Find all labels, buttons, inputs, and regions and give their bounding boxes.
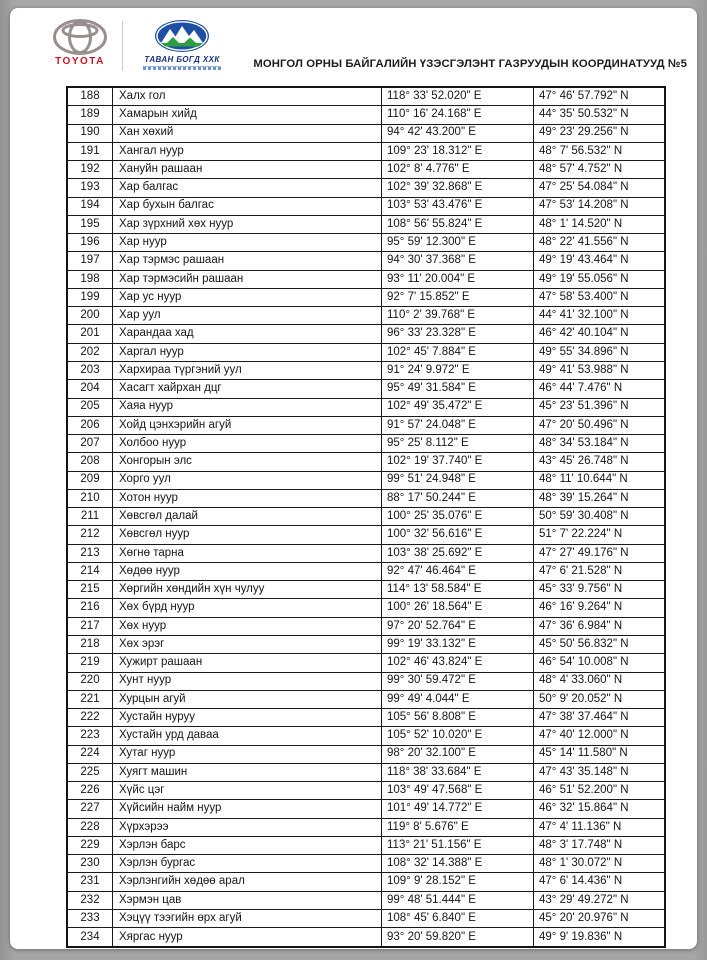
row-number: 207 xyxy=(80,436,100,449)
place-name: Хар зүрхний хөх нуур xyxy=(112,216,381,233)
longitude: 113° 21' 51.156" E xyxy=(381,837,533,854)
longitude: 108° 45' 6.840" E xyxy=(381,910,533,927)
place-name: Халх гол xyxy=(112,88,381,105)
row-number: 225 xyxy=(80,765,100,778)
longitude: 99° 51' 24.948" E xyxy=(381,472,533,489)
table-row xyxy=(68,362,664,380)
row-number: 218 xyxy=(80,637,100,650)
longitude: 101° 49' 14.772" E xyxy=(381,800,533,817)
place-name: Хустайн урд даваа xyxy=(112,727,381,744)
row-number: 203 xyxy=(80,363,100,376)
table-row xyxy=(68,746,664,764)
row-number: 223 xyxy=(80,729,100,742)
longitude: 94° 42' 43.200" E xyxy=(381,125,533,142)
row-number: 232 xyxy=(80,893,100,906)
place-name: Хэрлэн барс xyxy=(112,837,381,854)
table-row xyxy=(68,508,664,526)
tavan-bogd-tagline xyxy=(143,66,221,70)
place-name: Хэрлэнгийн хөдөө арал xyxy=(112,873,381,890)
tavan-bogd-logo xyxy=(134,18,230,70)
latitude: 49° 9' 19.836" N xyxy=(533,928,664,946)
longitude: 95° 25' 8.112" E xyxy=(381,435,533,452)
latitude: 47° 58' 53.400" N xyxy=(533,289,664,306)
place-name: Хар тэрмэс рашаан xyxy=(112,252,381,269)
place-name: Хотон нуур xyxy=(112,490,381,507)
row-number: 202 xyxy=(80,345,100,358)
latitude: 48° 11' 10.644" N xyxy=(533,472,664,489)
longitude: 92° 47' 46.464" E xyxy=(381,563,533,580)
row-number: 198 xyxy=(80,272,100,285)
latitude: 48° 39' 15.264" N xyxy=(533,490,664,507)
table-row xyxy=(68,800,664,818)
longitude: 110° 2' 39.768" E xyxy=(381,307,533,324)
latitude: 49° 19' 43.464" N xyxy=(533,252,664,269)
longitude: 114° 13' 58.584" E xyxy=(381,581,533,598)
place-name: Хамарын хийд xyxy=(112,106,381,123)
place-name: Хасагт хайрхан дцг xyxy=(112,380,381,397)
longitude: 110° 16' 24.168" E xyxy=(381,106,533,123)
latitude: 46° 42' 40.104" N xyxy=(533,325,664,342)
latitude: 45° 33' 9.756" N xyxy=(533,581,664,598)
latitude: 47° 36' 6.984" N xyxy=(533,618,664,635)
place-name: Хархираа түргэний уул xyxy=(112,362,381,379)
longitude: 100° 32' 56.616" E xyxy=(381,526,533,543)
longitude: 108° 32' 14.388" E xyxy=(381,855,533,872)
latitude: 47° 38' 37.464" N xyxy=(533,709,664,726)
row-number: 201 xyxy=(80,327,100,340)
row-number: 197 xyxy=(80,254,100,267)
place-name: Хэрмэн цав xyxy=(112,892,381,909)
longitude: 98° 20' 32.100" E xyxy=(381,746,533,763)
table-row xyxy=(68,910,664,928)
table-row xyxy=(68,599,664,617)
row-number: 206 xyxy=(80,418,100,431)
longitude: 108° 56' 55.824" E xyxy=(381,216,533,233)
longitude: 105° 52' 10.020" E xyxy=(381,727,533,744)
longitude: 102° 8' 4.776" E xyxy=(381,161,533,178)
latitude: 43° 29' 49.272" N xyxy=(533,892,664,909)
table-row xyxy=(68,106,664,124)
table-row xyxy=(68,892,664,910)
table-row xyxy=(68,453,664,471)
place-name: Хужирт рашаан xyxy=(112,654,381,671)
table-row xyxy=(68,234,664,252)
row-number: 213 xyxy=(80,546,100,559)
longitude: 100° 26' 18.564" E xyxy=(381,599,533,616)
table-row xyxy=(68,417,664,435)
row-number: 217 xyxy=(80,619,100,632)
latitude: 47° 25' 54.084" N xyxy=(533,179,664,196)
row-number: 194 xyxy=(80,199,100,212)
place-name: Хар уул xyxy=(112,307,381,324)
toyota-logo xyxy=(44,19,116,67)
table-row xyxy=(68,563,664,581)
longitude: 118° 33' 52.020" E xyxy=(381,88,533,105)
longitude: 103° 38' 25.692" E xyxy=(381,545,533,562)
longitude: 102° 49' 35.472" E xyxy=(381,399,533,416)
longitude: 103° 49' 47.568" E xyxy=(381,782,533,799)
place-name: Хяргас нуур xyxy=(112,928,381,946)
table-row xyxy=(68,691,664,709)
row-number: 190 xyxy=(80,126,100,139)
table-row xyxy=(68,873,664,891)
row-number: 193 xyxy=(80,181,100,194)
latitude: 48° 1' 14.520" N xyxy=(533,216,664,233)
row-number: 234 xyxy=(80,930,100,943)
latitude: 48° 22' 41.556" N xyxy=(533,234,664,251)
table-row xyxy=(68,325,664,343)
place-name: Хар нуур xyxy=(112,234,381,251)
latitude: 48° 7' 56.532" N xyxy=(533,143,664,160)
longitude: 94° 30' 37.368" E xyxy=(381,252,533,269)
place-name: Хутаг нуур xyxy=(112,746,381,763)
latitude: 47° 27' 49.176" N xyxy=(533,545,664,562)
row-number: 199 xyxy=(80,290,100,303)
mountain-emblem-icon xyxy=(153,18,211,54)
row-number: 191 xyxy=(80,144,100,157)
latitude: 46° 32' 15.864" N xyxy=(533,800,664,817)
longitude: 119° 8' 5.676" E xyxy=(381,819,533,836)
place-name: Хөвсгөл далай xyxy=(112,508,381,525)
row-number: 224 xyxy=(80,747,100,760)
table-row xyxy=(68,709,664,727)
row-number: 228 xyxy=(80,820,100,833)
table-row xyxy=(68,855,664,873)
longitude: 105° 56' 8.808" E xyxy=(381,709,533,726)
row-number: 220 xyxy=(80,674,100,687)
table-row xyxy=(68,271,664,289)
place-name: Хөх бүрд нуур xyxy=(112,599,381,616)
longitude: 102° 45' 7.884" E xyxy=(381,344,533,361)
row-number: 221 xyxy=(80,692,100,705)
table-row xyxy=(68,727,664,745)
latitude: 47° 40' 12.000" N xyxy=(533,727,664,744)
place-name: Хөдөө нуур xyxy=(112,563,381,580)
longitude: 91° 57' 24.048" E xyxy=(381,417,533,434)
latitude: 49° 23' 29.256" N xyxy=(533,125,664,142)
table-row xyxy=(68,654,664,672)
row-number: 188 xyxy=(80,89,100,102)
table-row xyxy=(68,435,664,453)
place-name: Хунт нуур xyxy=(112,673,381,690)
row-number: 212 xyxy=(80,528,100,541)
latitude: 48° 4' 33.060" N xyxy=(533,673,664,690)
table-row xyxy=(68,764,664,782)
table-row xyxy=(68,198,664,216)
latitude: 49° 55' 34.896" N xyxy=(533,344,664,361)
longitude: 109° 9' 28.152" E xyxy=(381,873,533,890)
longitude: 92° 7' 15.852" E xyxy=(381,289,533,306)
longitude: 99° 19' 33.132" E xyxy=(381,636,533,653)
longitude: 102° 46' 43.824" E xyxy=(381,654,533,671)
place-name: Хан хөхий xyxy=(112,125,381,142)
latitude: 46° 54' 10.008" N xyxy=(533,654,664,671)
longitude: 99° 48' 51.444" E xyxy=(381,892,533,909)
place-name: Хануйн рашаан xyxy=(112,161,381,178)
row-number: 229 xyxy=(80,838,100,851)
place-name: Хүйс цэг xyxy=(112,782,381,799)
latitude: 45° 20' 20.976" N xyxy=(533,910,664,927)
row-number: 227 xyxy=(80,802,100,815)
row-number: 233 xyxy=(80,911,100,924)
toyota-emblem-icon xyxy=(52,19,108,55)
latitude: 45° 23' 51.396" N xyxy=(533,399,664,416)
row-number: 226 xyxy=(80,783,100,796)
row-number: 195 xyxy=(80,217,100,230)
tavan-bogd-wordmark: ТАВАН БОГД ХХК xyxy=(144,55,220,64)
table-row xyxy=(68,545,664,563)
latitude: 47° 20' 50.496" N xyxy=(533,417,664,434)
table-row xyxy=(68,344,664,362)
place-name: Хөргийн хөндийн хүн чулуу xyxy=(112,581,381,598)
row-number: 208 xyxy=(80,455,100,468)
row-number: 211 xyxy=(80,509,100,522)
latitude: 45° 14' 11.580" N xyxy=(533,746,664,763)
place-name: Хуягт машин xyxy=(112,764,381,781)
latitude: 47° 46' 57.792" N xyxy=(533,88,664,105)
table-row xyxy=(68,216,664,234)
row-number: 210 xyxy=(80,491,100,504)
latitude: 45° 50' 56.832" N xyxy=(533,636,664,653)
place-name: Хүрхэрээ xyxy=(112,819,381,836)
table-row xyxy=(68,399,664,417)
longitude: 88° 17' 50.244" E xyxy=(381,490,533,507)
place-name: Хойд цэнхэрийн агуй xyxy=(112,417,381,434)
latitude: 48° 34' 53.184" N xyxy=(533,435,664,452)
latitude: 48° 57' 4.752" N xyxy=(533,161,664,178)
latitude: 47° 4' 11.136" N xyxy=(533,819,664,836)
table-row xyxy=(68,928,664,946)
table-row xyxy=(68,782,664,800)
latitude: 50° 9' 20.052" N xyxy=(533,691,664,708)
row-number: 230 xyxy=(80,857,100,870)
table-row xyxy=(68,179,664,197)
longitude: 95° 59' 12.300" E xyxy=(381,234,533,251)
place-name: Хүйсийн найм нуур xyxy=(112,800,381,817)
row-number: 214 xyxy=(80,564,100,577)
longitude: 109° 23' 18.312" E xyxy=(381,143,533,160)
table-row xyxy=(68,581,664,599)
row-number: 204 xyxy=(80,382,100,395)
table-row xyxy=(68,837,664,855)
row-number: 189 xyxy=(80,108,100,121)
latitude: 49° 41' 53.988" N xyxy=(533,362,664,379)
document-page xyxy=(10,8,697,949)
toyota-wordmark: TOYOTA xyxy=(55,56,105,67)
row-number: 209 xyxy=(80,473,100,486)
document-header xyxy=(10,8,697,86)
row-number: 200 xyxy=(80,309,100,322)
latitude: 44° 35' 50.532" N xyxy=(533,106,664,123)
table-row xyxy=(68,252,664,270)
place-name: Харгал нуур xyxy=(112,344,381,361)
place-name: Хар бухын балгас xyxy=(112,198,381,215)
latitude: 46° 44' 7.476" N xyxy=(533,380,664,397)
place-name: Хангал нуур xyxy=(112,143,381,160)
latitude: 48° 1' 30.072" N xyxy=(533,855,664,872)
longitude: 93° 20' 59.820" E xyxy=(381,928,533,946)
latitude: 48° 3' 17.748" N xyxy=(533,837,664,854)
row-number: 215 xyxy=(80,583,100,596)
table-row xyxy=(68,819,664,837)
longitude: 99° 49' 4.044" E xyxy=(381,691,533,708)
longitude: 93° 11' 20.004" E xyxy=(381,271,533,288)
row-number: 192 xyxy=(80,162,100,175)
table-row xyxy=(68,289,664,307)
table-row xyxy=(68,125,664,143)
row-number: 219 xyxy=(80,656,100,669)
page-title: МОНГОЛ ОРНЫ БАЙГАЛИЙН ҮЗЭСГЭЛЭНТ ГАЗРУУДЫН КООРДИНАТУУД №5 xyxy=(253,58,687,70)
latitude: 43° 45' 26.748" N xyxy=(533,453,664,470)
table-row xyxy=(68,673,664,691)
table-row xyxy=(68,636,664,654)
table-row xyxy=(68,143,664,161)
longitude: 103° 53' 43.476" E xyxy=(381,198,533,215)
row-number: 205 xyxy=(80,400,100,413)
longitude: 102° 39' 32.868" E xyxy=(381,179,533,196)
latitude: 50° 59' 30.408" N xyxy=(533,508,664,525)
latitude: 46° 51' 52.200" N xyxy=(533,782,664,799)
longitude: 91° 24' 9.972" E xyxy=(381,362,533,379)
place-name: Хар балгас xyxy=(112,179,381,196)
table-row xyxy=(68,618,664,636)
longitude: 96° 33' 23.328" E xyxy=(381,325,533,342)
latitude: 49° 19' 55.056" N xyxy=(533,271,664,288)
place-name: Хөгнө тарна xyxy=(112,545,381,562)
coordinates-table xyxy=(66,86,666,948)
latitude: 47° 6' 21.528" N xyxy=(533,563,664,580)
longitude: 99° 30' 59.472" E xyxy=(381,673,533,690)
table-row xyxy=(68,526,664,544)
row-number: 231 xyxy=(80,875,100,888)
place-name: Хонгорын элс xyxy=(112,453,381,470)
latitude: 47° 53' 14.208" N xyxy=(533,198,664,215)
latitude: 44° 41' 32.100" N xyxy=(533,307,664,324)
place-name: Холбоо нуур xyxy=(112,435,381,452)
table-row xyxy=(68,472,664,490)
row-number: 196 xyxy=(80,236,100,248)
row-number: 222 xyxy=(80,710,100,723)
longitude: 100° 25' 35.076" E xyxy=(381,508,533,525)
longitude: 95° 49' 31.584" E xyxy=(381,380,533,397)
place-name: Хэцүү тээгийн өрх агуй xyxy=(112,910,381,927)
place-name: Хэрлэн бургас xyxy=(112,855,381,872)
longitude: 97° 20' 52.764" E xyxy=(381,618,533,635)
place-name: Хөвсгөл нуур xyxy=(112,526,381,543)
place-name: Хар ус нуур xyxy=(112,289,381,306)
place-name: Хурцын агуй xyxy=(112,691,381,708)
place-name: Хар тэрмэсийн рашаан xyxy=(112,271,381,288)
place-name: Хөх эрэг xyxy=(112,636,381,653)
place-name: Харандаа хад xyxy=(112,325,381,342)
place-name: Хаяа нуур xyxy=(112,399,381,416)
place-name: Хорго уул xyxy=(112,472,381,489)
header-divider xyxy=(122,21,123,71)
table-row xyxy=(68,88,664,106)
latitude: 47° 43' 35.148" N xyxy=(533,764,664,781)
longitude: 102° 19' 37.740" E xyxy=(381,453,533,470)
table-row xyxy=(68,490,664,508)
latitude: 47° 6' 14.436" N xyxy=(533,873,664,890)
table-row xyxy=(68,307,664,325)
longitude: 118° 38' 33.684" E xyxy=(381,764,533,781)
table-row xyxy=(68,380,664,398)
place-name: Хөх нуур xyxy=(112,618,381,635)
table-row xyxy=(68,161,664,179)
place-name: Хустайн нуруу xyxy=(112,709,381,726)
row-number: 216 xyxy=(80,601,100,614)
latitude: 51° 7' 22.224" N xyxy=(533,526,664,543)
latitude: 46° 16' 9.264" N xyxy=(533,599,664,616)
